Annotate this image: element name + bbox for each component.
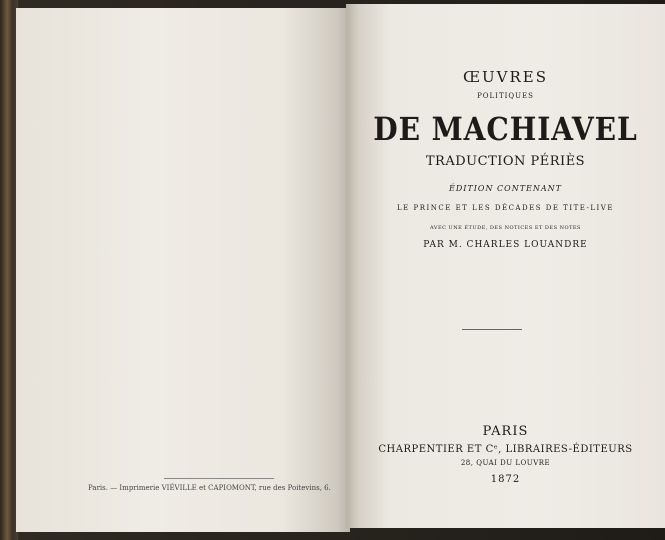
printer-imprint: Paris. — Imprimerie VIÉVILLE et CAPIOMONT, rue des Poitevins, 6. bbox=[88, 484, 331, 492]
notes-line: AVEC UNE ÉTUDE, DES NOTICES ET DES NOTES bbox=[430, 225, 581, 231]
address-line: 28, QUAI DU LOUVRE bbox=[460, 459, 551, 467]
left-page bbox=[16, 8, 350, 532]
footer-rule bbox=[164, 478, 274, 479]
title-author: DE MACHIAVEL bbox=[373, 110, 638, 148]
title-politiques: POLITIQUES bbox=[477, 92, 534, 100]
contents-line: LE PRINCE ET LES DÉCADES DE TITE-LIVE bbox=[397, 204, 614, 212]
bleed-through-author bbox=[16, 284, 350, 310]
title-oeuvres: ŒUVRES bbox=[462, 68, 549, 86]
title-rule bbox=[462, 329, 522, 330]
title-page bbox=[346, 4, 665, 528]
translation-line: TRADUCTION PÉRIÈS bbox=[425, 154, 586, 169]
bleed-through-oeuvres bbox=[16, 226, 350, 242]
bleed-through-text bbox=[16, 118, 350, 137]
publisher-line: CHARPENTIER ET Cᵉ, LIBRAIRES-ÉDITEURS bbox=[378, 444, 633, 455]
editor-line: PAR M. CHARLES LOUANDRE bbox=[423, 240, 588, 250]
year-line: 1872 bbox=[490, 474, 521, 485]
city-line: PARIS bbox=[482, 424, 529, 439]
edition-line: ÉDITION CONTENANT bbox=[449, 184, 562, 193]
